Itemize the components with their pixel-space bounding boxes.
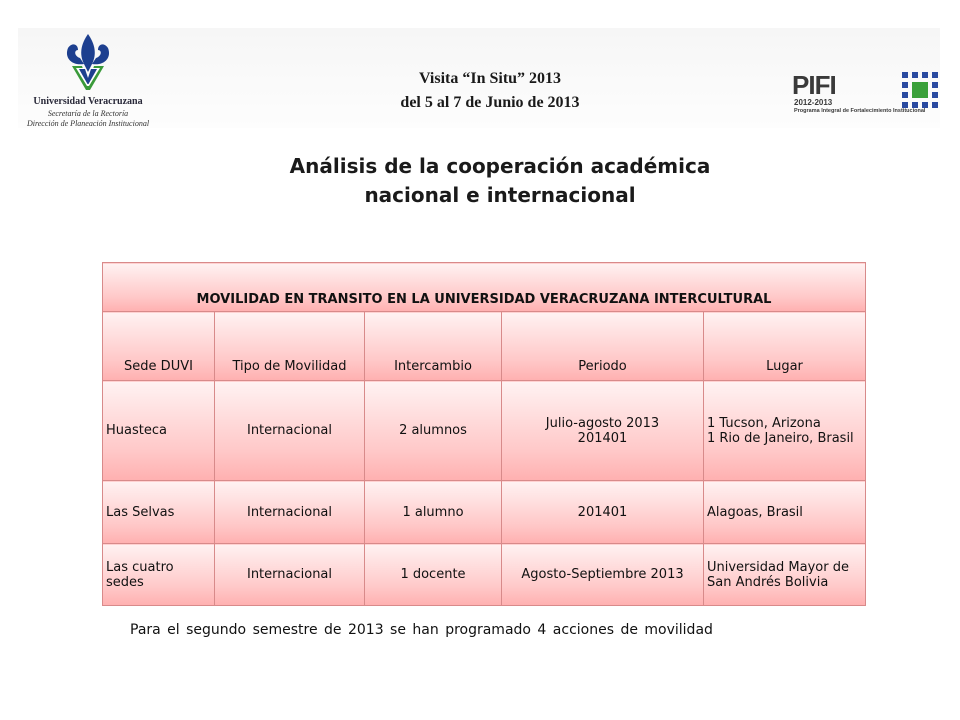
cell-lugar-line: 1 Tucson, Arizona: [707, 415, 821, 431]
cell-sede: Huasteca: [103, 381, 215, 481]
cell-sede: Las cuatro sedes: [103, 544, 215, 606]
footer-note: Para el segundo semestre de 2013 se han programado 4 acciones de movilidad: [130, 622, 713, 638]
table-caption: MOVILIDAD EN TRANSITO EN LA UNIVERSIDAD VERACRUZANA INTERCULTURAL: [103, 263, 866, 312]
cell-periodo: [502, 381, 704, 481]
cell-lugar-line: Alagoas, Brasil: [707, 504, 803, 520]
cell-intercambio: 2 alumnos: [365, 381, 502, 481]
cell-periodo-line: 201401: [577, 430, 628, 446]
page-title-line1: Análisis de la cooperación académica: [289, 154, 711, 178]
cell-periodo-line: 201401: [577, 504, 628, 520]
table-row: [103, 544, 866, 606]
university-name: Universidad Veracruzana: [33, 96, 143, 107]
cell-periodo-line: Agosto-Septiembre 2013: [521, 567, 684, 582]
pifi-grid-icon: [902, 72, 938, 108]
university-logo: [18, 30, 158, 130]
table-row: [103, 381, 866, 481]
cell-lugar: [704, 481, 866, 544]
cell-intercambio: 1 docente: [365, 544, 502, 606]
cell-periodo: [502, 544, 704, 606]
column-header-periodo: Periodo: [502, 312, 704, 381]
pifi-wordmark: PIFI: [792, 70, 836, 100]
cell-periodo-line: Julio-agosto 2013: [545, 415, 660, 431]
column-header-lugar: Lugar: [704, 312, 866, 381]
column-header-tipo: Tipo de Movilidad: [215, 312, 365, 381]
cell-tipo: Internacional: [215, 481, 365, 544]
mobility-table: [102, 262, 866, 606]
cell-lugar: [704, 381, 866, 481]
cell-sede: Las Selvas: [103, 481, 215, 544]
cell-tipo: Internacional: [215, 381, 365, 481]
cell-lugar: [704, 544, 866, 606]
column-header-intercambio: Intercambio: [365, 312, 502, 381]
cell-intercambio: 1 alumno: [365, 481, 502, 544]
university-subtitle: Secretaría de la Rectoría: [47, 109, 129, 118]
table-header-row: [103, 312, 866, 381]
university-department: Dirección de Planeación Institucional: [26, 119, 150, 128]
table-caption-row: [103, 263, 866, 312]
pifi-description: Programa Integral de Fortalecimiento Institucional: [794, 108, 926, 114]
cell-lugar-line: 1 Rio de Janeiro, Brasil: [707, 430, 854, 446]
column-header-sede: Sede DUVI: [103, 312, 215, 381]
table-row: [103, 481, 866, 544]
visit-title: Visita “In Situ” 2013: [418, 70, 562, 87]
cell-periodo: [502, 481, 704, 544]
fleur-de-lis-icon: [62, 32, 114, 94]
pifi-logo: [792, 70, 942, 120]
cell-lugar-line: Universidad Mayor de San Andrés Bolivia: [707, 559, 849, 590]
visit-dates: del 5 al 7 de Junio de 2013: [400, 94, 580, 111]
cell-tipo: Internacional: [215, 544, 365, 606]
page-title-line2: nacional e internacional: [364, 183, 636, 207]
pifi-years: 2012-2013: [794, 98, 833, 107]
page-title: [180, 152, 820, 210]
